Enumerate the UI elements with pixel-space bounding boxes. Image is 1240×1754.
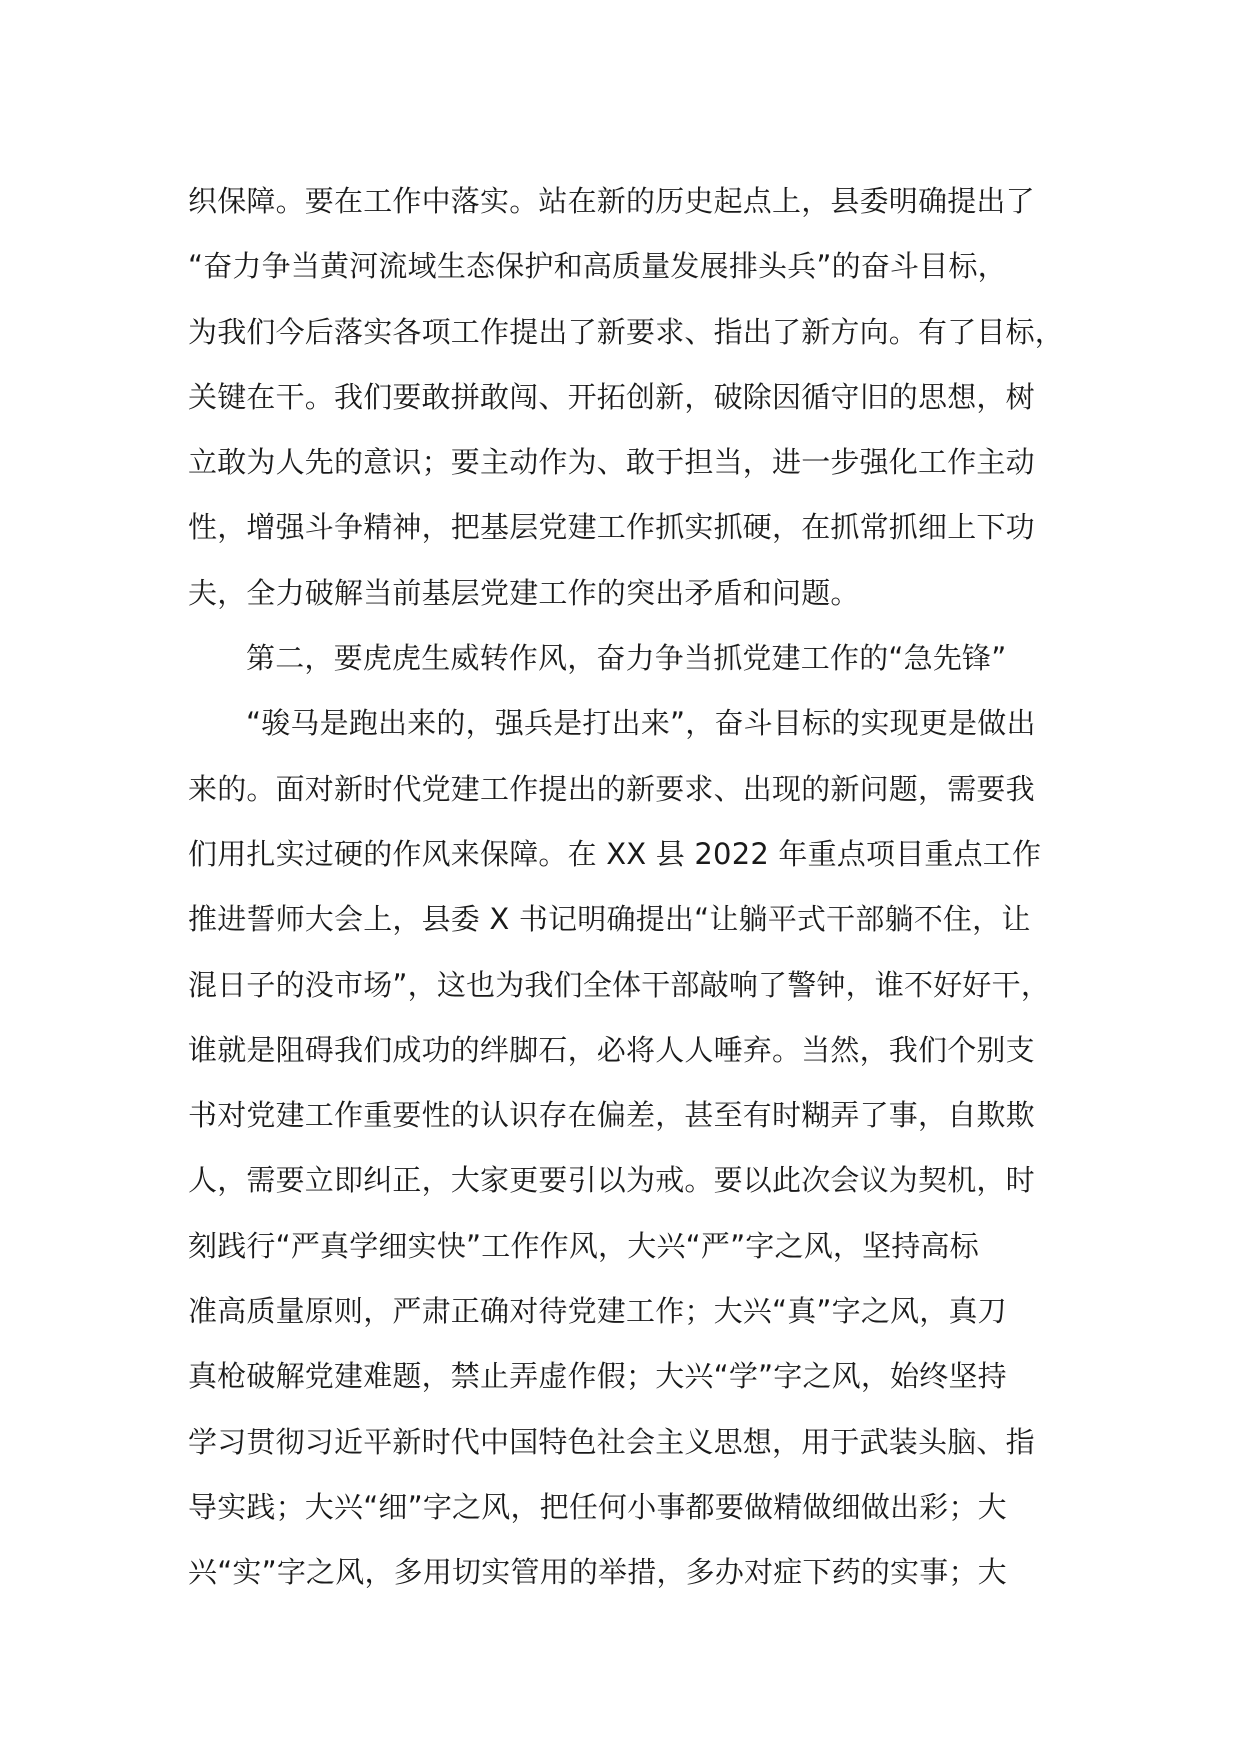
text-line: 推进誓师大会上，县委 X 书记明确提出“让躺平式干部躺不住，让 xyxy=(188,902,1031,937)
text-line: 织保障。要在工作中落实。站在新的历史起点上，县委明确提出了 xyxy=(188,184,1035,218)
text-line: 导实践；大兴“细”字之风，把任何小事都要做精做细做出彩；大 xyxy=(188,1489,1007,1524)
paragraph-start-line: “骏马是跑出来的，强兵是打出来”，奋斗目标的实现更是做出 xyxy=(246,706,1036,741)
text-line: 人，需要立即纠正，大家更要引以为戒。要以此次会议为契机，时 xyxy=(188,1163,1035,1198)
text-line: 学习贯彻习近平新时代中国特色社会主义思想，用于武装头脑、指 xyxy=(188,1424,1035,1459)
text-line: 夫，全力破解当前基层党建工作的突出矛盾和问题。 xyxy=(188,575,860,610)
text-line: 谁就是阻碍我们成功的绊脚石，必将人人唾弃。当然，我们个别支 xyxy=(188,1032,1035,1067)
text-line: 关键在干。我们要敢拼敢闯、开拓创新，破除因循守旧的思想，树 xyxy=(188,379,1035,414)
text-line: 立敢为人先的意识；要主动作为、敢于担当，进一步强化工作主动 xyxy=(188,445,1035,480)
text-line: 来的。面对新时代党建工作提出的新要求、出现的新问题，需要我 xyxy=(188,771,1035,806)
text-line: 们用扎实过硬的作风来保障。在 XX 县 2022 年重点项目重点工作 xyxy=(188,836,1042,871)
text-line: 真枪破解党建难题，禁止弄虚作假；大兴“学”字之风，始终坚持 xyxy=(188,1359,1007,1394)
text-line: 书对党建工作重要性的认识存在偏差，甚至有时糊弄了事，自欺欺 xyxy=(188,1098,1035,1133)
text-line: 准高质量原则，严肃正确对待党建工作；大兴“真”字之风，真刀 xyxy=(188,1294,1007,1329)
text-line: 兴“实”字之风，多用切实管用的举措，多办对症下药的实事；大 xyxy=(188,1555,1007,1590)
section-heading: 第二，要虎虎生威转作风，奋力争当抓党建工作的“急先锋” xyxy=(246,641,1007,676)
text-line: 刻践行“严真学细实快”工作作风，大兴“严”字之风，坚持高标 xyxy=(188,1228,979,1263)
text-line: 混日子的没市场”，这也为我们全体干部敲响了警钟，谁不好好干， xyxy=(188,967,1051,1002)
text-line: 性，增强斗争精神，把基层党建工作抓实抓硬，在抓常抓细上下功 xyxy=(188,510,1035,545)
text-line: “奋力争当黄河流域生态保护和高质量发展排头兵”的奋斗目标， xyxy=(188,249,1007,284)
body-text xyxy=(188,169,1088,1606)
text-line: 为我们今后落实各项工作提出了新要求、指出了新方向。有了目标， xyxy=(188,314,1065,349)
